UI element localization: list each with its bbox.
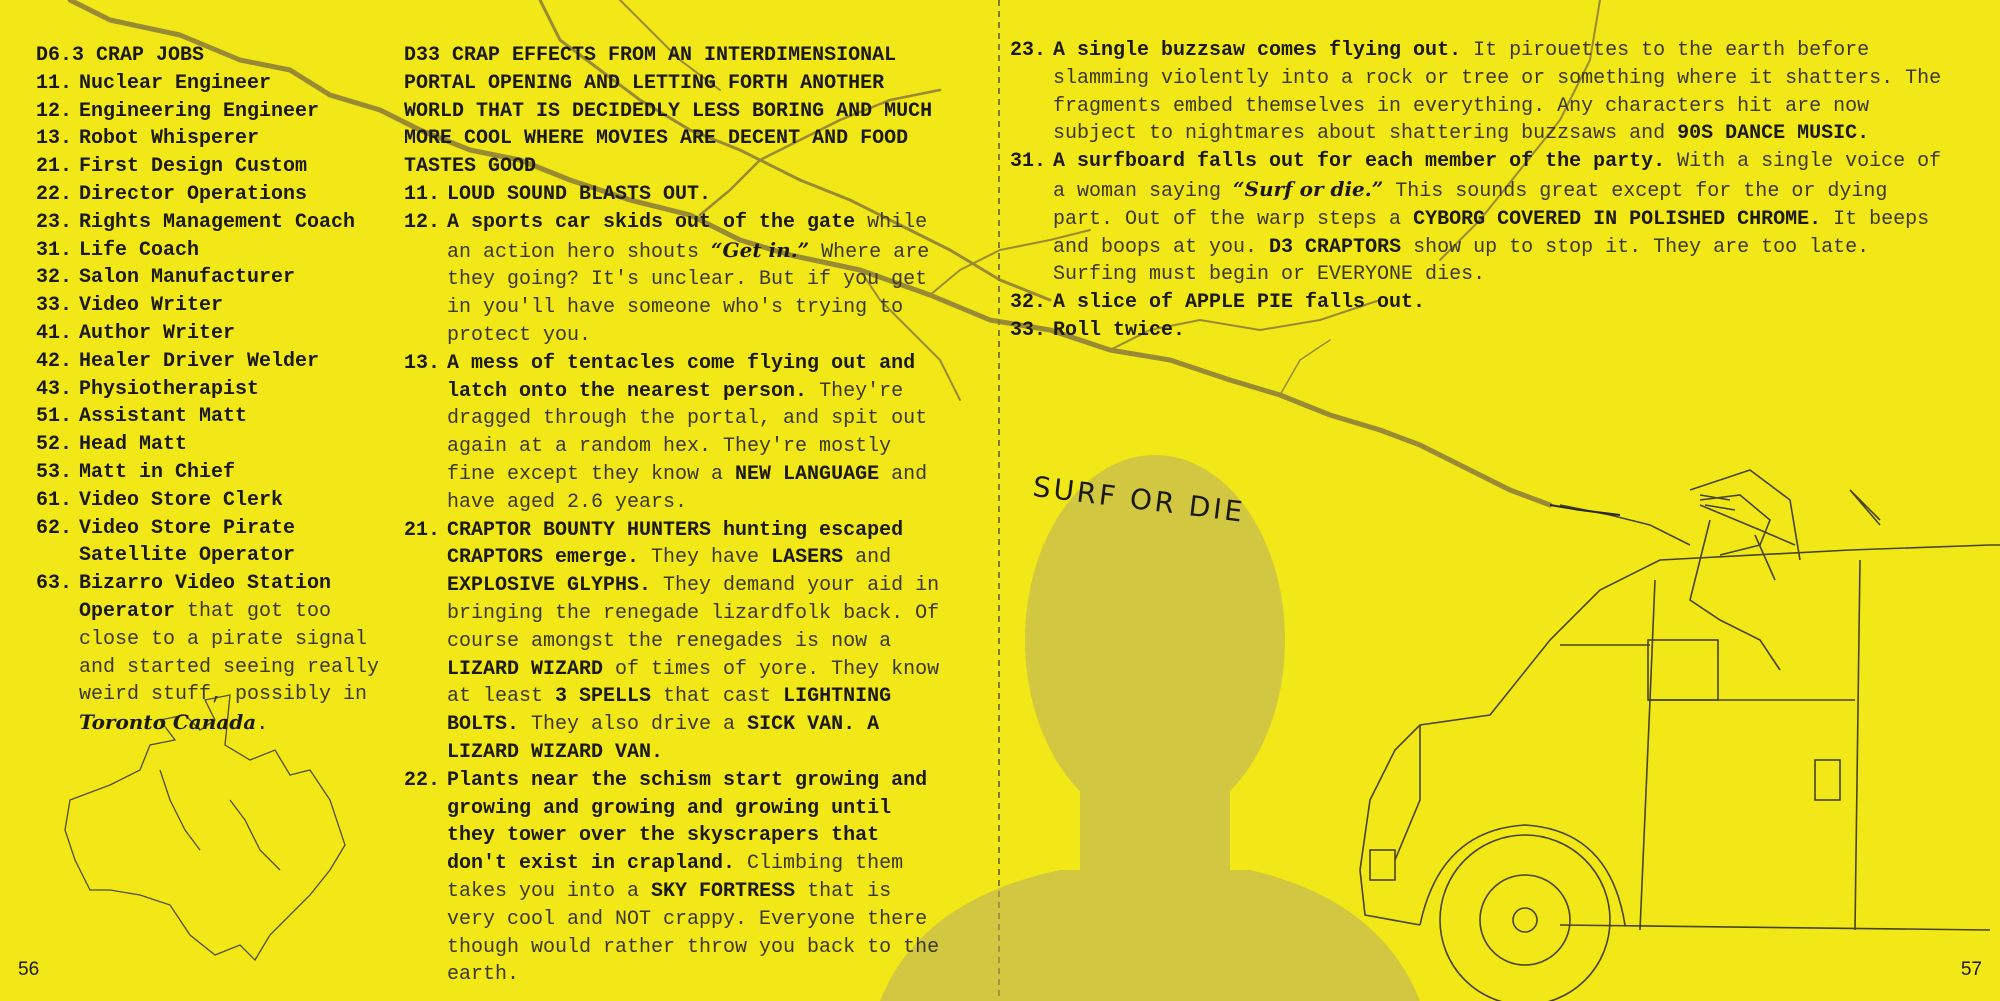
effect-text: Where are they going? It's unclear. But if you get in you'll have someone who's trying to protect you. xyxy=(447,240,930,347)
effect-number: 22. xyxy=(404,768,441,792)
effect-title: Plants near the schism start growing and growing and growing and growing until they tower over the skyscrapers that don't exist in crapland. xyxy=(447,768,928,876)
effect-text: and have aged 2.6 years. xyxy=(447,462,928,514)
effect-item-31 xyxy=(1010,148,1950,289)
effect-title: A slice of APPLE PIE falls out. xyxy=(1053,291,1426,315)
job-number: 22. xyxy=(36,182,73,206)
job-title: Video Store Clerk xyxy=(79,488,284,512)
effect-emphasis: EXPLOSIVE GLYPHS. xyxy=(447,574,652,598)
job-item xyxy=(36,403,401,431)
job-title: Matt in Chief xyxy=(79,460,236,484)
effect-emphasis: D3 CRAPTORS xyxy=(1269,235,1402,259)
effect-text: It beeps and boops at you. xyxy=(1053,207,1930,259)
job-number: 53. xyxy=(36,460,73,484)
effect-title: A sports car skids out of the gate xyxy=(447,210,856,234)
job-number: 51. xyxy=(36,405,73,429)
effect-emphasis: NEW LANGUAGE xyxy=(735,462,880,486)
effect-text: that is very cool and NOT crappy. Everyone there though would rather throw you back to the earth. xyxy=(447,879,940,987)
page-number-left: 56 xyxy=(18,959,40,980)
effect-number: 11. xyxy=(404,182,441,206)
job-title: Engineering Engineer xyxy=(79,99,320,123)
job-number: 23. xyxy=(36,210,73,234)
effect-item-22 xyxy=(404,767,949,989)
effect-item-32 xyxy=(1010,289,1950,317)
effect-number: 33. xyxy=(1010,318,1047,342)
effect-title: Roll twice. xyxy=(1053,318,1186,342)
effect-text: and xyxy=(843,546,892,570)
lizard-arm-sketch xyxy=(1550,505,1620,515)
effect-number: 23. xyxy=(1010,39,1047,62)
job-title: Director Operations xyxy=(79,182,308,206)
job-item xyxy=(36,376,401,404)
job-number: 31. xyxy=(36,238,73,262)
effect-emphasis: SKY FORTRESS xyxy=(651,879,796,903)
job-number: 11. xyxy=(36,71,73,95)
job-number: 42. xyxy=(36,349,73,373)
job-title: Salon Manufacturer xyxy=(79,266,296,290)
effect-emphasis: 3 SPELLS xyxy=(555,685,652,709)
job-item-63 xyxy=(36,570,401,739)
effect-title: A mess of tentacles come flying out and latch onto the nearest person. xyxy=(447,351,916,403)
job-item xyxy=(36,348,401,376)
job-title: First Design Custom xyxy=(79,155,308,179)
effect-quote: “Surf or die.” xyxy=(1233,176,1384,201)
job-title: Robot Whisperer xyxy=(79,127,260,151)
effect-number: 21. xyxy=(404,518,441,542)
effect-text: while an action hero shouts xyxy=(447,210,928,264)
job-location: Toronto Canada xyxy=(79,710,257,735)
effect-number: 31. xyxy=(1010,150,1047,174)
job-item xyxy=(36,487,401,515)
job-title: Bizarro Video Station Operator xyxy=(79,572,332,623)
job-item xyxy=(36,237,401,265)
effect-text: that cast xyxy=(651,685,784,709)
job-item xyxy=(36,98,401,126)
surf-or-die-handwriting: SURF OR DIE xyxy=(1030,470,1248,529)
effect-quote: “Get in.” xyxy=(711,237,810,262)
effect-title: LOUD SOUND BLASTS OUT. xyxy=(447,182,712,206)
effect-item-23 xyxy=(1010,37,1950,148)
job-period: . xyxy=(256,713,269,737)
effect-text: They also drive a xyxy=(519,713,748,737)
job-item xyxy=(36,70,401,98)
effect-number: 12. xyxy=(404,210,441,234)
effect-emphasis: 90S DANCE MUSIC. xyxy=(1677,122,1870,146)
effect-text: show up to stop it. They are too late. Surfing must begin or EVERYONE dies. xyxy=(1053,235,1870,287)
job-item xyxy=(36,459,401,487)
effect-text: They have xyxy=(639,546,772,570)
effect-item-11 xyxy=(404,181,949,209)
job-title: Nuclear Engineer xyxy=(79,71,272,95)
effect-emphasis: LASERS xyxy=(771,546,844,570)
effect-title: A single buzzsaw comes flying out. xyxy=(1053,39,1462,62)
job-title: Rights Management Coach xyxy=(79,210,356,234)
effects-column-continued xyxy=(1010,37,1950,345)
job-item xyxy=(36,181,401,209)
jobs-column xyxy=(36,42,401,739)
effects-title: D33 CRAP EFFECTS FROM AN INTERDIMENSIONAL PORTAL OPENING AND LETTING FORTH ANOTHER WORLD THAT IS DECIDEDLY LESS BORING AND MUCH MORE COOL WHERE MOVIES ARE DECENT AND FOOD TASTES GOOD xyxy=(404,44,933,179)
job-item xyxy=(36,292,401,320)
job-number: 33. xyxy=(36,294,73,318)
effect-text: They're dragged through the portal, and spit out again at a random hex. They're mostly fine except they know a xyxy=(447,379,928,486)
job-title: Life Coach xyxy=(79,238,200,262)
jobs-list xyxy=(36,70,401,570)
effect-number: 13. xyxy=(404,351,441,375)
job-number: 41. xyxy=(36,321,73,345)
job-item xyxy=(36,125,401,153)
effect-text: Climbing them takes you into a xyxy=(447,852,904,903)
job-number: 62. xyxy=(36,516,73,540)
job-number: 32. xyxy=(36,266,73,290)
page-number-right: 57 xyxy=(1960,959,1982,980)
job-title: Assistant Matt xyxy=(79,405,248,429)
job-number: 61. xyxy=(36,488,73,512)
job-item xyxy=(36,153,401,181)
effect-text: It pirouettes to the earth before slamming violently into a rock or tree or something where it shatters. The fragments embed themselves in everything. Any characters hit are now subject to nightmares about shattering buzzsaws and xyxy=(1053,39,1942,146)
job-title: Author Writer xyxy=(79,321,236,345)
effect-text: With a single voice of a woman saying xyxy=(1053,150,1942,203)
effect-title: A surfboard falls out for each member of the party. xyxy=(1053,150,1666,174)
job-number: 12. xyxy=(36,99,73,123)
effect-text: They demand your aid in bringing the renegade lizardfolk back. Of course amongst the renegades is now a xyxy=(447,574,940,653)
grey-figure-silhouette xyxy=(880,455,1420,1001)
effect-item-13 xyxy=(404,350,949,517)
job-item xyxy=(36,431,401,459)
job-title: Healer Driver Welder xyxy=(79,349,320,373)
job-description: that got too close to a pirate signal and started seeing really weird stuff, possibly in xyxy=(79,599,380,707)
effect-item-21 xyxy=(404,517,949,767)
effect-item-33 xyxy=(1010,317,1950,345)
job-title: Video Store Pirate Satellite Operator xyxy=(79,516,296,568)
effects-column xyxy=(404,42,949,989)
effect-emphasis: SICK VAN. A LIZARD WIZARD VAN. xyxy=(447,713,880,764)
job-item xyxy=(36,209,401,237)
effect-emphasis: CYBORG COVERED IN POLISHED CHROME. xyxy=(1413,207,1822,231)
job-title: Video Writer xyxy=(79,294,224,318)
job-item xyxy=(36,320,401,348)
effect-title: CRAPTOR BOUNTY HUNTERS hunting escaped CRAPTORS emerge. xyxy=(447,518,904,570)
job-title: Head Matt xyxy=(79,433,188,457)
effect-number: 32. xyxy=(1010,291,1047,315)
job-number: 52. xyxy=(36,433,73,457)
effect-text: of times of yore. They know at least xyxy=(447,657,940,709)
job-number: 43. xyxy=(36,377,73,401)
effect-emphasis: LIZARD WIZARD xyxy=(447,657,604,681)
job-number: 63. xyxy=(36,572,73,596)
effect-emphasis: LIGHTNING BOLTS. xyxy=(447,685,892,737)
job-item xyxy=(36,515,401,571)
job-number: 21. xyxy=(36,155,73,179)
lizard-wizard-van-sketch xyxy=(1360,470,2000,1001)
jobs-title: D6.3 CRAP JOBS xyxy=(36,44,205,67)
job-number: 13. xyxy=(36,127,73,151)
job-item xyxy=(36,264,401,292)
job-title: Physiotherapist xyxy=(79,377,260,401)
effect-item-12 xyxy=(404,209,949,350)
effect-text: This sounds great except for the or dying part. Out of the warp steps a xyxy=(1053,179,1888,231)
